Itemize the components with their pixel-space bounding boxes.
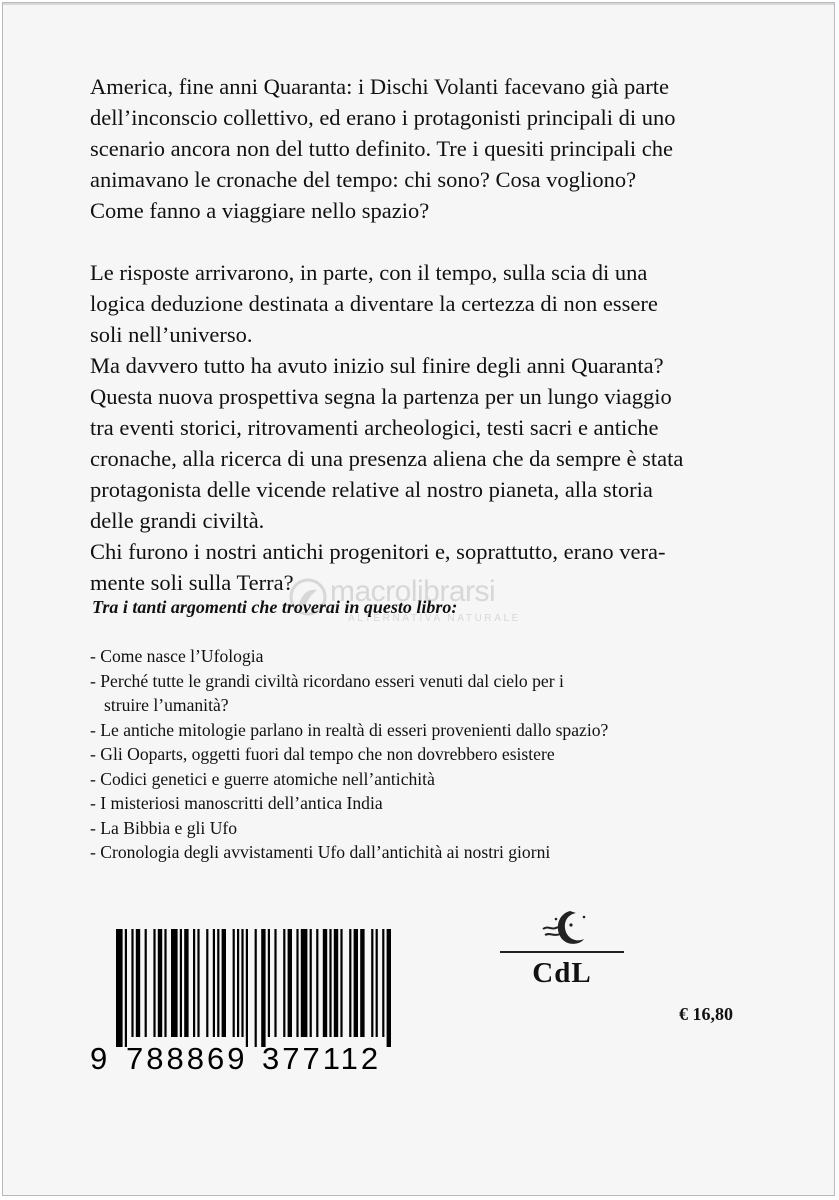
barcode-bar	[382, 929, 384, 1037]
barcode-bar	[116, 929, 123, 1047]
barcode-bar	[217, 929, 219, 1037]
barcode-bar	[371, 929, 373, 1037]
list-item: - Come nasce l’Ufologia	[90, 646, 264, 666]
blurb-line: tra eventi storici, ritrovamenti archeologici, testi sacri e antiche	[90, 415, 659, 440]
moon-face-logo-icon	[500, 905, 624, 951]
barcode-bar	[206, 929, 208, 1037]
barcode-bar	[283, 929, 285, 1037]
barcode-bar	[233, 929, 235, 1037]
blurb-line: Questa nuova prospettiva segna la partenza per un lungo viaggio	[90, 384, 672, 409]
blurb	[90, 71, 764, 598]
barcode-bar	[376, 929, 378, 1037]
barcode-bar	[145, 929, 147, 1037]
blurb-line: cronache, alla ricerca di una presenza aliena che da sempre è stata	[90, 446, 684, 471]
list-item: - Codici genetici e guerre atomiche nell’antichità	[90, 768, 435, 789]
barcode-bar	[193, 929, 195, 1037]
barcode-bar	[316, 929, 318, 1037]
price: € 16,80	[679, 1004, 733, 1024]
blurb-line: protagonista delle vicende relative al nostro pianeta, alla storia	[90, 477, 653, 502]
barcode-bar	[237, 929, 239, 1037]
blurb-paragraph-3	[90, 350, 764, 381]
barcode-bar	[164, 929, 166, 1037]
barcode-bar	[261, 929, 265, 1047]
barcode-bar	[334, 929, 338, 1037]
watermark-name: macrolibrarsi	[330, 575, 496, 608]
publisher-name: CdL	[532, 957, 592, 989]
barcode-bar	[268, 929, 270, 1037]
barcode-bar	[387, 929, 391, 1047]
blurb-paragraph-2	[90, 257, 764, 350]
list-item: - Le antiche mitologie parlano in realtà di esseri provenienti dallo spazio?	[90, 719, 609, 740]
blurb-line: scenario ancora non del tutto definito. Tre i quesiti principali che	[90, 136, 673, 161]
blurb-paragraph-5	[90, 536, 764, 598]
watermark-tagline: ALTERNATIVA NATURALE	[348, 613, 521, 624]
barcode-bar	[274, 929, 276, 1037]
barcode-bar	[197, 929, 199, 1037]
barcode-bar	[153, 929, 155, 1037]
barcode-bar	[340, 929, 342, 1037]
isbn-barcode	[88, 929, 403, 1074]
barcode-bar	[158, 929, 162, 1037]
topics-heading: Tra i tanti argomenti che troverai in questo libro:	[92, 597, 458, 617]
barcode-bar	[301, 929, 308, 1037]
barcode-bar	[255, 929, 257, 1047]
barcode-bar	[241, 929, 243, 1037]
list-item	[90, 669, 770, 718]
barcode-bar	[288, 929, 292, 1037]
barcode-bar	[184, 929, 188, 1037]
barcode-first-digit: 9	[90, 1041, 111, 1076]
list-item: - Cronologia degli avvistamenti Ufo dall’antichità ai nostri giorni	[90, 842, 551, 862]
topics-list	[90, 644, 770, 865]
publisher-logo	[500, 905, 624, 995]
barcode-digits-left: 788869	[126, 1041, 248, 1076]
barcode-bar	[354, 929, 358, 1037]
list-item: - La Bibbia e gli Ufo	[90, 817, 238, 838]
blurb-line: delle grandi civiltà.	[90, 508, 265, 533]
barcode-bar	[360, 929, 364, 1037]
blurb-line: logica deduzione destinata a diventare la certezza di non essere	[90, 291, 658, 316]
blurb-line: dell’inconscio collettivo, ed erano i protagonisti principali di uno	[90, 105, 676, 130]
barcode-bar	[323, 929, 327, 1037]
barcode-bar	[136, 929, 140, 1037]
book-back-cover	[2, 2, 835, 1196]
publisher-rule	[500, 951, 624, 953]
barcode-bar	[349, 929, 351, 1037]
barcode-bar	[246, 929, 248, 1047]
barcode-bar	[329, 929, 331, 1037]
blurb-line: Chi furono i nostri antichi progenitori e, soprattutto, erano vera-	[90, 539, 666, 564]
barcode-bar	[222, 929, 226, 1037]
list-item: - I misteriosi manoscritti dell’antica India	[90, 793, 383, 813]
barcode-bar	[310, 929, 312, 1037]
blurb-line: Come fanno a viaggiare nello spazio?	[90, 198, 430, 223]
barcode-bar	[296, 929, 298, 1037]
blurb-line: mente soli sulla Terra?	[90, 570, 294, 595]
barcode-bar	[180, 929, 182, 1037]
barcode-digits-right: 377112	[262, 1041, 382, 1076]
barcode-icon	[88, 929, 403, 1047]
blurb-line: Le risposte arrivarono, in parte, con il tempo, sulla scia di una	[90, 260, 648, 285]
list-item-line: struire l’umanità?	[104, 695, 229, 715]
barcode-bar	[125, 929, 127, 1047]
blurb-line: America, fine anni Quaranta: i Dischi Volanti facevano già parte	[90, 74, 669, 99]
blurb-line: Ma davvero tutto ha avuto inizio sul finire degli anni Quaranta?	[90, 353, 664, 378]
blurb-line: soli nell’universo.	[90, 322, 253, 347]
barcode-bar	[171, 929, 178, 1037]
blurb-paragraph-1	[90, 71, 764, 226]
barcode-bar	[213, 929, 215, 1037]
list-item: - Gli Ooparts, oggetti fuori dal tempo che non dovrebbero esistere	[90, 744, 555, 764]
blurb-paragraph-4	[90, 381, 764, 536]
barcode-bar	[131, 929, 133, 1037]
blurb-line: animavano le cronache del tempo: chi sono? Cosa vogliono?	[90, 167, 637, 192]
list-item-line: - Perché tutte le grandi civiltà ricordano esseri venuti dal cielo per i	[90, 670, 564, 691]
